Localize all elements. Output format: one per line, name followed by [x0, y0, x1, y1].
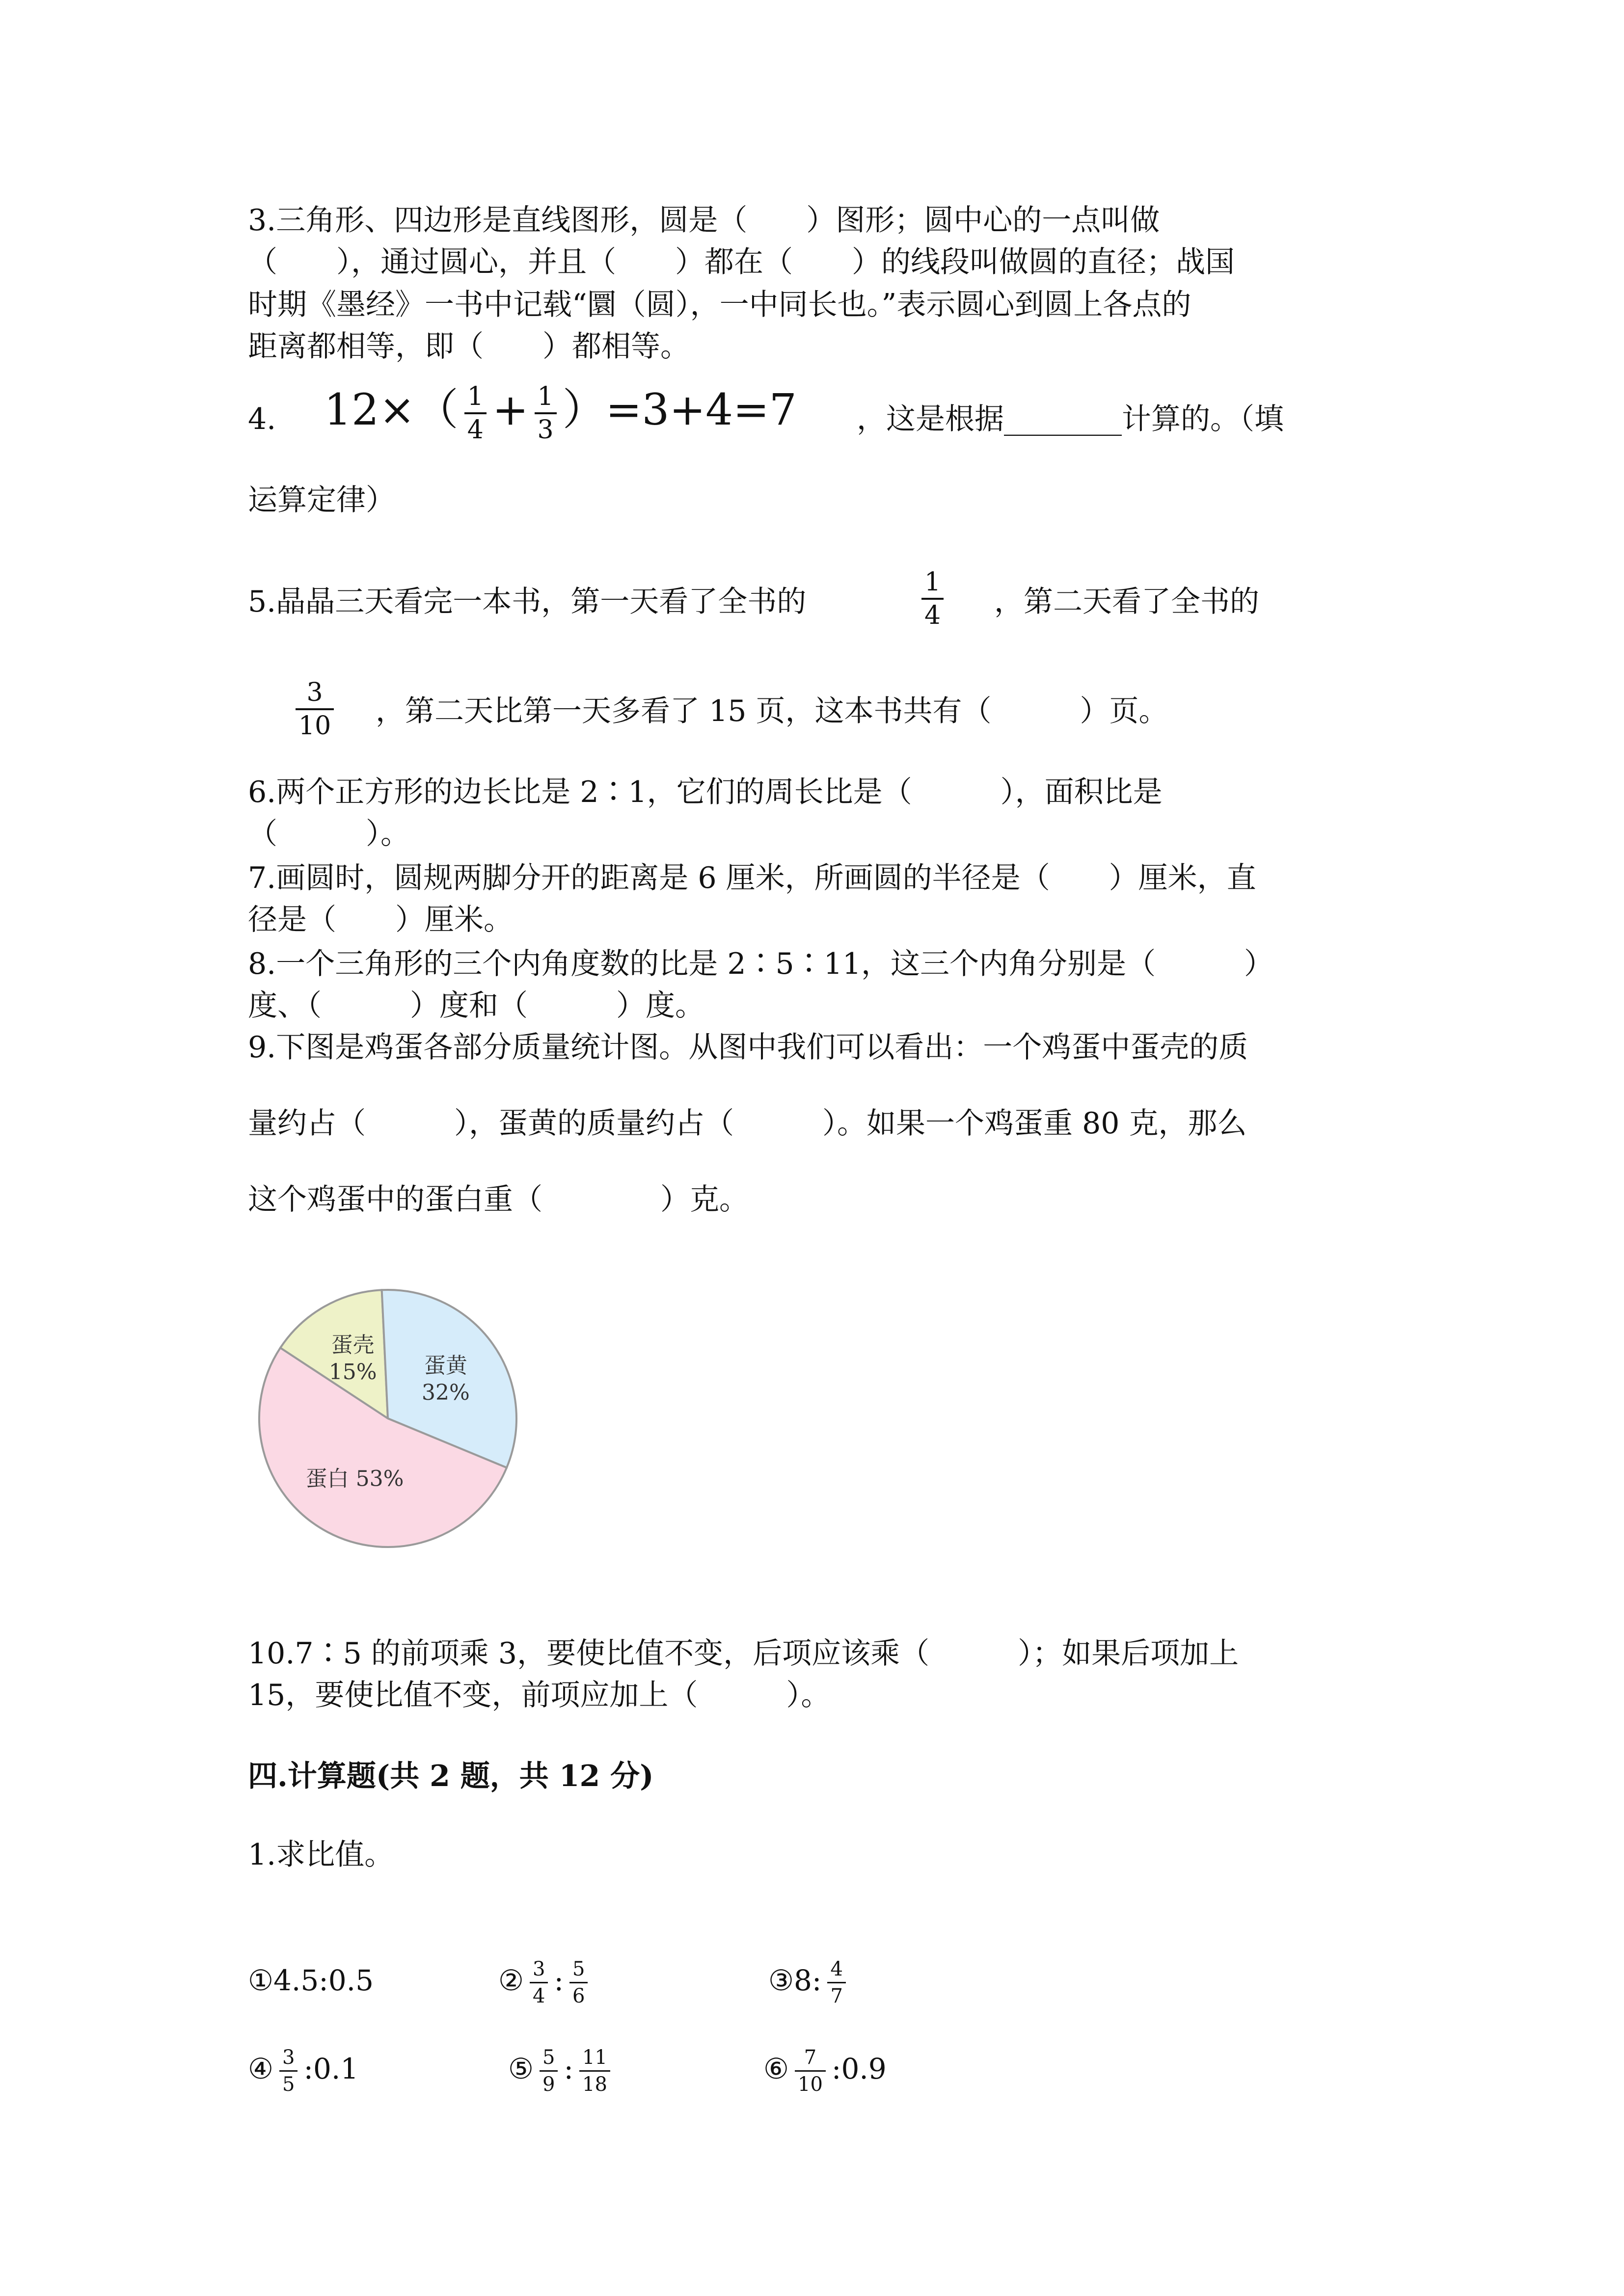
calc1-title: 1.求比值。 [248, 1838, 394, 1872]
q8-line-2: 度、（ ）度和（ ）度。 [248, 988, 704, 1023]
calc-item-2: ② $\frac{3}{4}$ : $\frac{5}{6}$ [498, 1956, 594, 2006]
q5-fraction-1-wrap [916, 569, 949, 628]
pie-label-2: 蛋黄 [424, 1353, 467, 1379]
q3-line-1: 3.三角形、四边形是直线图形，圆是（ ）图形；圆中心的一点叫做 [248, 203, 1160, 238]
calc-item-3-frac: $\frac{4}{7}$ [827, 1959, 845, 2006]
pie-value-2: 32% [421, 1380, 470, 1406]
q3-line-4: 距离都相等，即（ ）都相等。 [248, 329, 690, 364]
q7-line-1: 7.画圆时，圆规两脚分开的距离是 6 厘米，所画圆的半径是（ ）厘米，直 [248, 861, 1256, 895]
calc-item-5-frac-a: $\frac{5}{9}$ [540, 2048, 558, 2094]
q4-eq-right: ）=3+4=7 [562, 384, 797, 435]
q8-line-1: 8.一个三角形的三个内角度数的比是 2∶5∶11，这三个内角分别是（ ） [248, 947, 1274, 981]
q10-line-2: 15，要使比值不变，前项应加上（ ）。 [248, 1678, 831, 1712]
q6-line-1: 6.两个正方形的边长比是 2∶1，它们的周长比是（ ），面积比是 [248, 775, 1163, 809]
pie-label-3: 蛋白 53% [305, 1466, 404, 1492]
q4-equation [324, 383, 797, 443]
q4-plus: + [492, 384, 529, 435]
q10-line-1: 10.7∶5 的前项乘 3，要使比值不变，后项应该乘（ ）；如果后项加上 [248, 1636, 1239, 1671]
q9-line-2: 量约占（ ），蛋黄的质量约占（ ）。如果一个鸡蛋重 80 克，那么 [248, 1106, 1247, 1141]
q4-eq-left: 12×（ [324, 384, 459, 435]
q5-line-1a: 5.晶晶三天看完一本书，第一天看了全书的 [248, 585, 807, 619]
calc-item-1: ①4.5:0.5 [248, 1964, 374, 1997]
q4-text: ，这是根据________计算的。（填 [857, 402, 1284, 436]
pie-label-1: 蛋壳 [331, 1332, 375, 1358]
q5-fraction-1: $\frac{1}{4}$ [921, 569, 944, 628]
calc-item-3: ③8: $\frac{4}{7}$ [768, 1956, 852, 2006]
q3-line-2: （ ），通过圆心，并且（ ）都在（ ）的线段叫做圆的直径；战国 [248, 245, 1235, 279]
q9-line-3: 这个鸡蛋中的蛋白重（ ）克。 [248, 1182, 749, 1217]
calc-item-2-frac-a: $\frac{3}{4}$ [530, 1959, 548, 2006]
calc-item-5: ⑤ $\frac{5}{9}$ : $\frac{11}{18}$ [508, 2044, 616, 2094]
calc-item-2-frac-b: $\frac{5}{6}$ [569, 1959, 588, 2006]
calc-item-4-frac: $\frac{3}{5}$ [279, 2048, 298, 2094]
q6-line-2: （ ）。 [248, 817, 410, 851]
q3-line-3: 时期《墨经》一书中记载“圜（圆），一中同长也。”表示圆心到圆上各点的 [248, 288, 1191, 322]
q4-fraction-1: $\frac{1}{4}$ [464, 384, 487, 443]
q5-fraction-2-wrap [290, 680, 340, 739]
pie-value-1: 15% [328, 1359, 377, 1385]
egg-pie-chart [255, 1286, 520, 1551]
calc-item-6-frac: $\frac{7}{10}$ [795, 2048, 826, 2094]
calc-item-5-frac-b: $\frac{11}{18}$ [579, 2048, 610, 2094]
q5-line-1b: ，第二天看了全书的 [994, 585, 1259, 619]
q9-line-1: 9.下图是鸡蛋各部分质量统计图。从图中我们可以看出：一个鸡蛋中蛋壳的质 [248, 1030, 1248, 1065]
q5-fraction-2: $\frac{3}{10}$ [296, 680, 334, 739]
q5-line-2: ，第二天比第一天多看了 15 页，这本书共有（ ）页。 [376, 694, 1168, 728]
q4-number: 4. [248, 402, 276, 436]
section-4-title: 四.计算题(共 2 题，共 12 分) [248, 1759, 654, 1793]
q7-line-2: 径是（ ）厘米。 [248, 903, 513, 937]
calc-item-4: ④ $\frac{3}{5}$ :0.1 [248, 2046, 359, 2096]
q4-text-2: 运算定律） [248, 483, 395, 517]
calc-item-6: ⑥ $\frac{7}{10}$ :0.9 [763, 2046, 887, 2096]
q4-fraction-2: $\frac{1}{3}$ [535, 384, 557, 443]
